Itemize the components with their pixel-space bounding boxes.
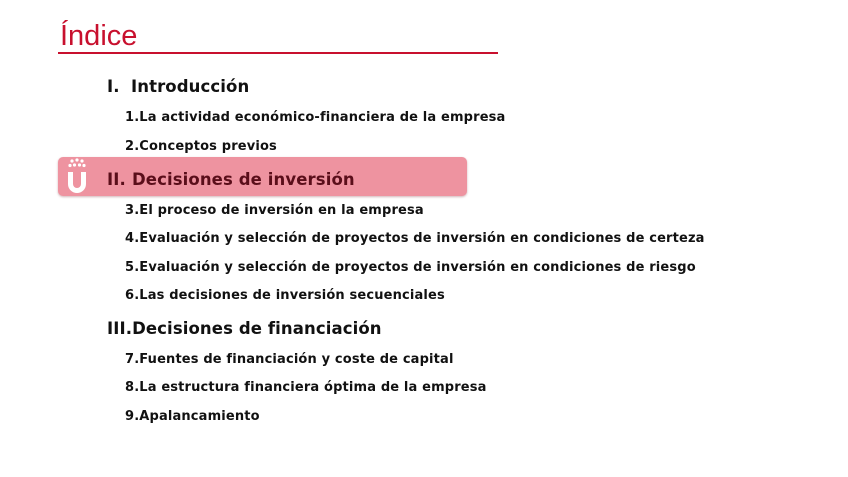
topic-item[interactable]: 2.Conceptos previos [125, 139, 277, 154]
title-divider [58, 52, 498, 54]
topic-item[interactable]: 3.El proceso de inversión en la empresa [125, 203, 424, 218]
topic-item[interactable]: 4.Evaluación y selección de proyectos de inversión en condiciones de certeza [125, 231, 705, 246]
topic-item[interactable]: 9.Apalancamiento [125, 409, 260, 424]
section-label: Decisiones de inversión [132, 170, 355, 189]
section-numeral: III. [107, 319, 133, 338]
topic-item[interactable]: 6.Las decisiones de inversión secuenciales [125, 288, 445, 303]
section-numeral: II. [107, 170, 126, 189]
section-label: Introducción [131, 77, 250, 96]
topic-item[interactable]: 1.La actividad económico-financiera de la empresa [125, 110, 506, 125]
section-numeral: I. [107, 77, 120, 96]
section-label: Decisiones de financiación [132, 319, 382, 338]
section-decisiones-inversion[interactable] [107, 170, 355, 189]
section-introduccion[interactable] [107, 77, 249, 96]
section-decisiones-financiacion[interactable] [107, 319, 382, 338]
university-logo-icon [63, 157, 91, 195]
topic-item[interactable]: 8.La estructura financiera óptima de la empresa [125, 380, 487, 395]
slide-title: Índice [60, 20, 138, 52]
topic-item[interactable]: 5.Evaluación y selección de proyectos de inversión en condiciones de riesgo [125, 260, 696, 275]
topic-item[interactable]: 7.Fuentes de financiación y coste de capital [125, 352, 454, 367]
